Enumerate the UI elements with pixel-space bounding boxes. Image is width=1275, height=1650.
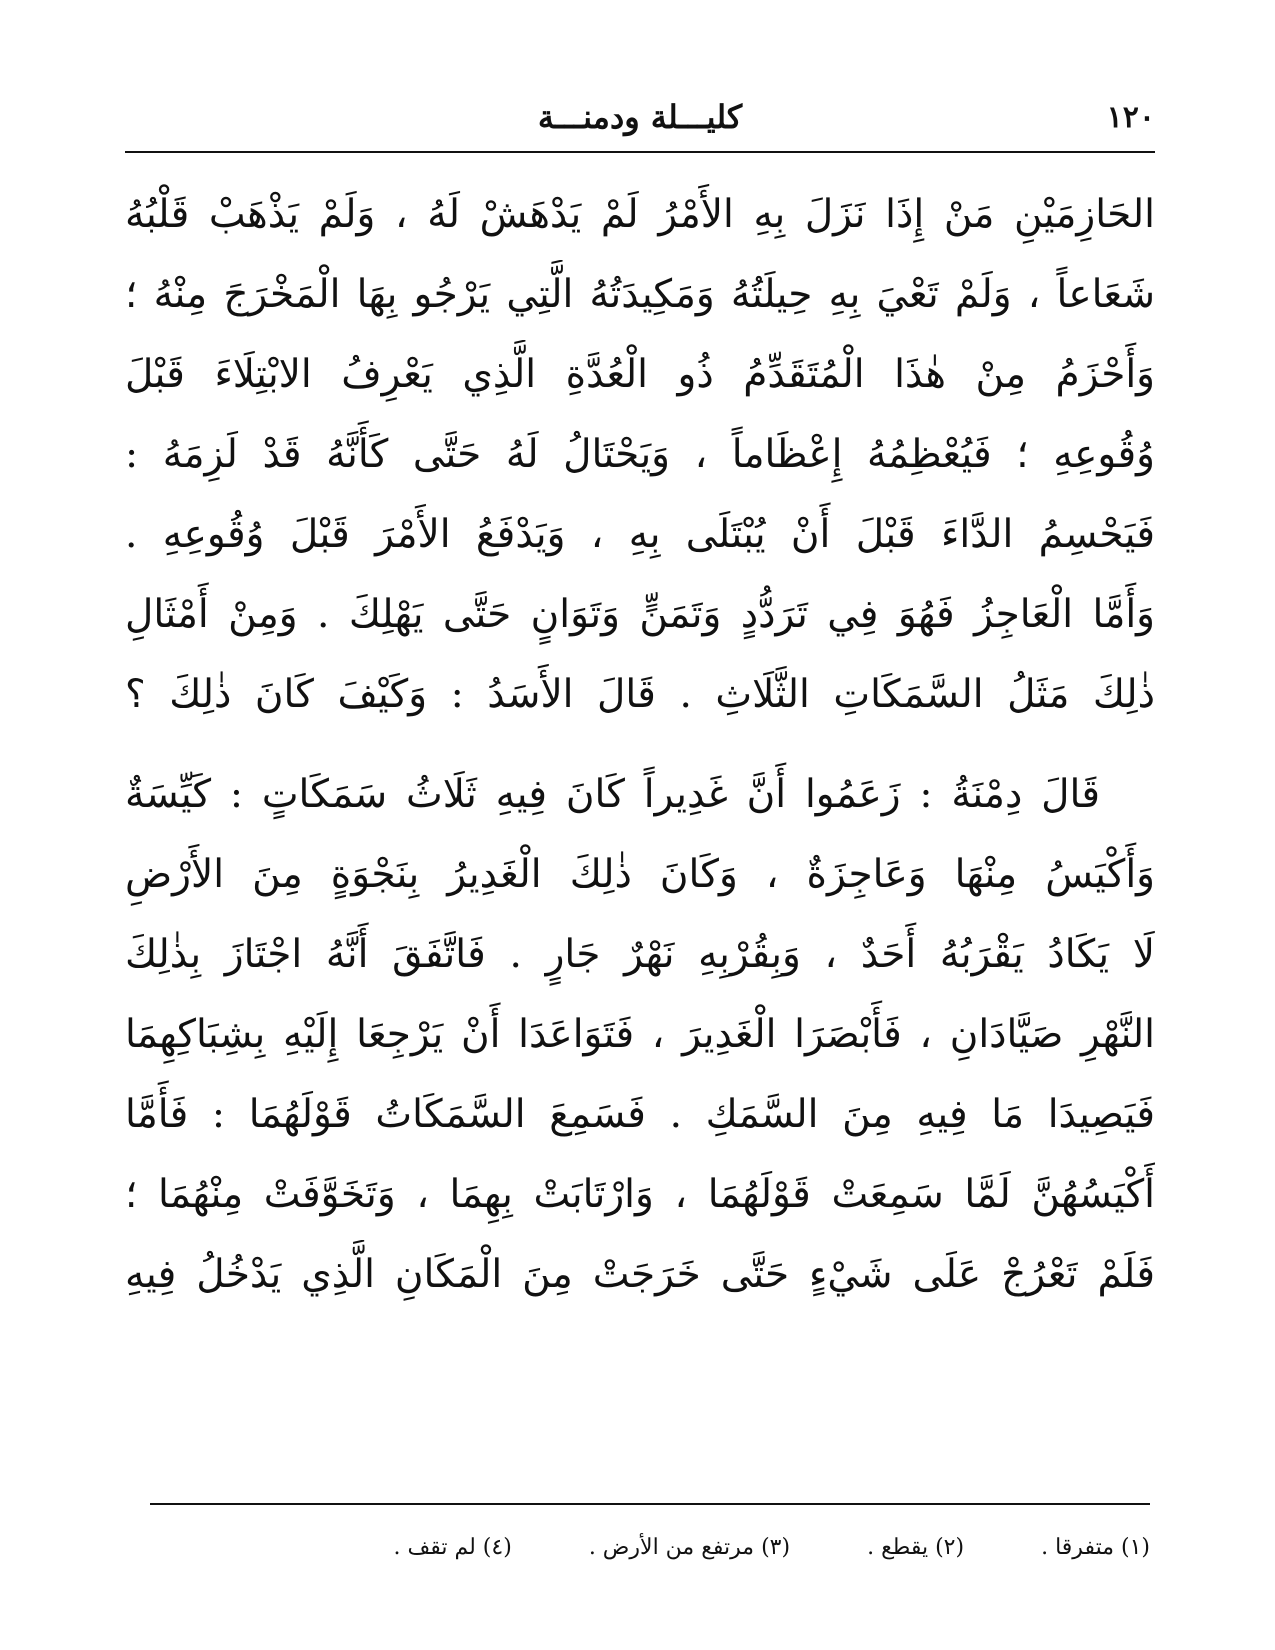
- header-rule: [125, 151, 1155, 153]
- text-line: فَيَحْسِمُ الدَّاءَ قَبْلَ أَنْ يُبْتَلَى بِهِ ، وَيَدْفَعُ الأَمْرَ قَبْلَ وُقُوعِهِ .: [125, 512, 1155, 557]
- text-line: شَعَاعاً ، وَلَمْ تَعْيَ بِهِ حِيلَتُهُ وَمَكِيدَتُهُ الَّتِي يَرْجُو بِهَا الْمَخْرَجَ مِنْهُ ؛: [125, 272, 1155, 317]
- text-line: فَيَصِيدَا مَا فِيهِ مِنَ السَّمَكِ . فَسَمِعَ السَّمَكَاتُ قَوْلَهُمَا : فَأَمَّا: [125, 1092, 1155, 1137]
- text-line: وَأَحْزَمُ مِنْ هٰذَا الْمُتَقَدِّمُ ذُو الْعُدَّةِ الَّذِي يَعْرِفُ الابْتِلَاءَ قَبْلَ: [125, 352, 1155, 397]
- text-line: وَأَكْيَسُ مِنْهَا وَعَاجِزَةٌ ، وَكَانَ ذٰلِكَ الْغَدِيرُ بِنَجْوَةٍ مِنَ الأَرْضِ: [125, 852, 1155, 897]
- page-number: ١٢٠: [1106, 100, 1155, 135]
- footnote: (٤) لم تقف .: [393, 1535, 512, 1560]
- page-header: [125, 96, 1155, 146]
- running-title: كليـــلة ودمنـــة: [537, 98, 743, 136]
- text-line: وُقُوعِهِ ؛ فَيُعْظِمُهُ إِعْظَاماً ، وَيَحْتَالُ لَهُ حَتَّى كَأَنَّهُ قَدْ لَزِمَهُ :: [125, 432, 1155, 477]
- text-line: الحَازِمَيْنِ مَنْ إِذَا نَزَلَ بِهِ الأَمْرُ لَمْ يَدْهَشْ لَهُ ، وَلَمْ يَذْهَبْ قَلْبُهُ: [125, 192, 1155, 237]
- footnote: (١) متفرقا .: [1041, 1535, 1150, 1560]
- text-line: النَّهْرِ صَيَّادَانِ ، فَأَبْصَرَا الْغَدِيرَ ، فَتَوَاعَدَا أَنْ يَرْجِعَا إِلَيْهِ بِشِبَاكِهِمَا: [125, 1012, 1155, 1057]
- text-line: وَأَمَّا الْعَاجِزُ فَهُوَ فِي تَرَدُّدٍ وَتَمَنٍّ وَتَوَانٍ حَتَّى يَهْلِكَ . وَمِنْ أَمْثَالِ: [125, 592, 1155, 637]
- footnote-rule: [150, 1503, 1150, 1505]
- text-line: قَالَ دِمْنَةُ : زَعَمُوا أَنَّ غَدِيراً كَانَ فِيهِ ثَلَاثُ سَمَكَاتٍ : كَيِّسَةٌ: [125, 772, 1100, 817]
- footnote: (٢) يقطع .: [867, 1535, 965, 1560]
- footnotes: [150, 1528, 1150, 1568]
- text-line: لَا يَكَادُ يَقْرَبُهُ أَحَدٌ ، وَبِقُرْبِهِ نَهْرٌ جَارٍ . فَاتَّفَقَ أَنَّهُ اجْتَازَ بِذٰلِكَ: [125, 932, 1155, 977]
- text-line: أَكْيَسُهُنَّ لَمَّا سَمِعَتْ قَوْلَهُمَا ، وَارْتَابَتْ بِهِمَا ، وَتَخَوَّفَتْ مِنْهُمَا ؛: [125, 1172, 1155, 1217]
- text-line: فَلَمْ تَعْرُجْ عَلَى شَيْءٍ حَتَّى خَرَجَتْ مِنَ الْمَكَانِ الَّذِي يَدْخُلُ فِيهِ: [125, 1252, 1155, 1297]
- text-line: ذٰلِكَ مَثَلُ السَّمَكَاتِ الثَّلَاثِ . قَالَ الأَسَدُ : وَكَيْفَ كَانَ ذٰلِكَ ؟: [125, 672, 1155, 717]
- footnote: (٣) مرتفع من الأرض .: [588, 1535, 791, 1560]
